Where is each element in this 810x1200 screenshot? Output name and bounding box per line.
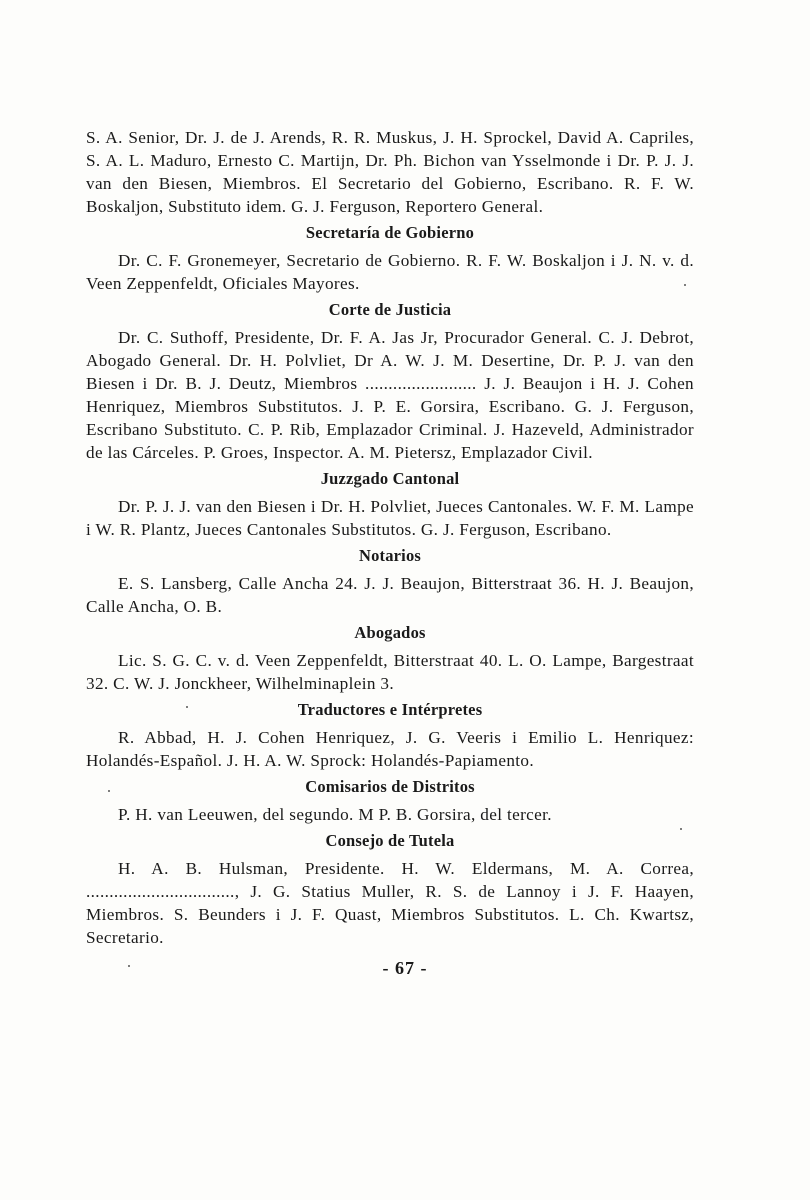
section-text: E. S. Lansberg, Calle Ancha 24. J. J. Beaujon, Bitterstraat 36. H. J. Beaujon, Calle Ancha, O. B. [86, 574, 694, 616]
section-heading: Juzzgado Cantonal [320, 469, 460, 488]
section-juzzgado-cantonal [86, 467, 694, 541]
section-heading: Traductores e Intérpretes [297, 700, 483, 719]
page-number: - 67 - [382, 958, 428, 978]
paper-speck [684, 284, 686, 286]
section-notarios [86, 544, 694, 618]
section-abogados [86, 621, 694, 695]
section-consejo-de-tutela [86, 829, 694, 949]
paper-speck [680, 828, 682, 830]
paper-speck [108, 790, 110, 792]
section-text: P. H. van Leeuwen, del segundo. M P. B. Gorsira, del tercer. [118, 805, 552, 824]
paper-speck [128, 965, 130, 967]
section-heading: Comisarios de Distritos [305, 777, 475, 796]
section-text: R. Abbad, H. J. Cohen Henriquez, J. G. Veeris i Emilio L. Henriquez: Holandés-Español. J. H. A. W. Sprock: Holandés-Papiamento. [86, 728, 694, 770]
section-comisarios-de-distritos [86, 775, 694, 826]
section-text: H. A. B. Hulsman, Presidente. H. W. Eldermans, M. A. Correa, ................................, J. G. Statius Muller, R. S. de Lannoy i J. F. Haayen, Miembros. S. Beunders i J. F. Quast, Miembros Substitutos. L. Ch. Kwartsz, Secretario. [86, 859, 694, 947]
section-traductores-e-interpretes [86, 698, 694, 772]
section-heading: Consejo de Tutela [325, 831, 455, 850]
section-heading: Abogados [354, 623, 426, 642]
section-corte-de-justicia [86, 298, 694, 464]
document-page [86, 126, 694, 949]
section-heading: Secretaría de Gobierno [305, 223, 475, 242]
paper-speck [186, 706, 188, 708]
section-heading: Notarios [358, 546, 422, 565]
section-secretaria-de-gobierno [86, 221, 694, 295]
section-text: Lic. S. G. C. v. d. Veen Zeppenfeldt, Bitterstraat 40. L. O. Lampe, Bargestraat 32. C. W. J. Jonckheer, Wilhelminaplein 3. [86, 651, 694, 693]
intro-paragraph: S. A. Senior, Dr. J. de J. Arends, R. R. Muskus, J. H. Sprockel, David A. Capriles, S. A. L. Maduro, Ernesto C. Martijn, Dr. Ph. Bichon van Ysselmonde i Dr. P. J. J. van den Biesen, Miembros. El Secretario del Gobierno, Escribano. R. F. W. Boskaljon, Substituto idem. G. J. Ferguson, Reportero General. [86, 128, 694, 216]
section-text: Dr. C. Suthoff, Presidente, Dr. F. A. Jas Jr, Procurador General. C. J. Debrot, Abogado General. Dr. H. Polvliet, Dr A. W. J. M. Desertine, Dr. P. J. van den Biesen i Dr. B. J. Deutz, Miembros ........................ J. J. Beaujon i H. J. Cohen Henriquez, Miembros Substitutos. J. P. E. Gorsira, Escribano. G. J. Ferguson, Escribano Substituto. C. P. Rib, Emplazador Criminal. J. Hazeveld, Administrador de las Cárceles. P. Groes, Inspector. A. M. Pietersz, Emplazador Civil. [86, 328, 694, 462]
section-text: Dr. C. F. Gronemeyer, Secretario de Gobierno. R. F. W. Boskaljon i J. N. v. d. Veen Zeppenfeldt, Oficiales Mayores. [86, 251, 694, 293]
section-text: Dr. P. J. J. van den Biesen i Dr. H. Polvliet, Jueces Cantonales. W. F. M. Lampe i W. R. Plantz, Jueces Cantonales Substitutos. G. J. Ferguson, Escribano. [86, 497, 694, 539]
section-heading: Corte de Justicia [328, 300, 452, 319]
